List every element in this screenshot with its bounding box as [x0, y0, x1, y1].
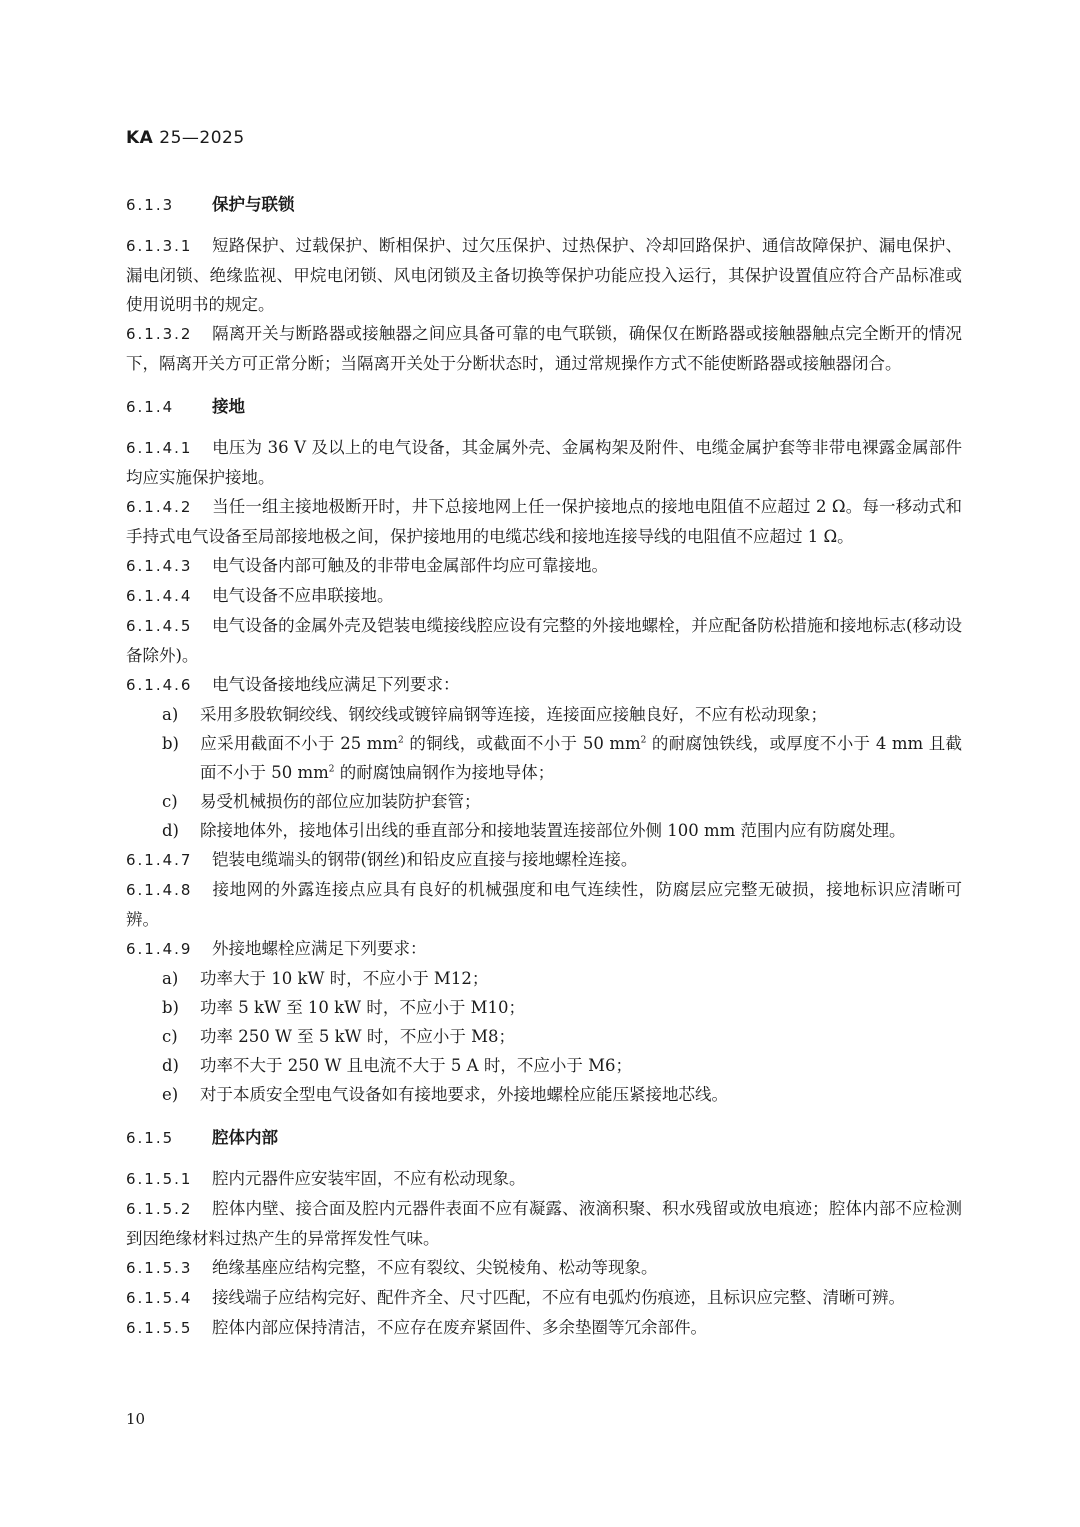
clause-6-1-5-3: 6.1.5.3 绝缘基座应结构完整，不应有裂纹、尖锐棱角、松动等现象。 — [126, 1258, 658, 1277]
clause-6-1-4-3: 6.1.4.3 电气设备内部可触及的非带电金属部件均应可靠接地。 — [126, 556, 608, 575]
clause-6-1-4-7: 6.1.4.7 铠装电缆端头的钢带(钢丝)和铅皮应直接与接地螺栓连接。 — [126, 850, 638, 869]
document-body — [126, 190, 962, 1343]
list-item-6-1-4-6-c: c) 易受机械损伤的部位应加装防护套管； — [162, 792, 481, 811]
clause-6-1-3-1: 6.1.3.1 短路保护、过载保护、断相保护、过欠压保护、过热保护、冷却回路保护、通信故障保护、漏电保护、漏电闭锁、绝缘监视、甲烷电闭锁、风电闭锁及主备切换等保护功能应投入运行，其保护设置值应符合产品标准或使用说明书的规定。 — [126, 236, 962, 314]
list-item-6-1-4-6-d: d) 除接地体外，接地体引出线的垂直部分和接地装置连接部位外侧 100 mm 范围内应有防腐处理。 — [162, 821, 906, 840]
list-item-6-1-4-9-b: b) 功率 5 kW 至 10 kW 时，不应小于 M10； — [162, 998, 526, 1017]
standard-code-number: 25—2025 — [159, 128, 245, 148]
list-item-6-1-4-9-a: a) 功率大于 10 kW 时，不应小于 M12； — [162, 969, 489, 988]
section-heading-6-1-3: 6.1.3 保护与联锁 — [126, 195, 295, 214]
list-item-6-1-4-6-b: b) 应采用截面不小于 25 $mm^2$ 的铜线，或截面不小于 50 $mm^2$ 的耐腐蚀铁线，或厚度不小于 4 mm 且截面不小于 50 $mm^2$ 的耐腐蚀扁钢作为接地导体； — [162, 734, 962, 782]
section-heading-6-1-4: 6.1.4 接地 — [126, 397, 245, 416]
clause-6-1-3-2: 6.1.3.2 隔离开关与断路器或接触器之间应具备可靠的电气联锁，确保仅在断路器或接触器触点完全断开的情况下，隔离开关方可正常分断；当隔离开关处于分断状态时，通过常规操作方式不能使断路器或接触器闭合。 — [126, 324, 962, 373]
clause-6-1-5-1: 6.1.5.1 腔内元器件应安装牢固，不应有松动现象。 — [126, 1169, 526, 1188]
clause-6-1-4-9: 6.1.4.9 外接地螺栓应满足下列要求： — [126, 939, 427, 958]
list-item-6-1-4-9-e: e) 对于本质安全型电气设备如有接地要求，外接地螺栓应能压紧接地芯线。 — [162, 1085, 728, 1104]
page-number: 10 — [126, 1410, 146, 1428]
clause-6-1-5-5: 6.1.5.5 腔体内部应保持清洁，不应存在废弃紧固件、多余垫圈等冗余部件。 — [126, 1318, 707, 1337]
section-heading-6-1-5: 6.1.5 腔体内部 — [126, 1128, 278, 1147]
standard-code — [126, 128, 245, 148]
list-item-6-1-4-9-d: d) 功率不大于 250 W 且电流不大于 5 A 时，不应小于 M6； — [162, 1056, 632, 1075]
clause-6-1-4-2: 6.1.4.2 当任一组主接地极断开时，井下总接地网上任一保护接地点的接地电阻值不应超过 2 Ω。每一移动式和手持式电气设备至局部接地极之间，保护接地用的电缆芯线和接地连接导线的电阻值不应超过 1 Ω。 — [126, 497, 962, 546]
clause-6-1-4-1: 6.1.4.1 电压为 36 V 及以上的电气设备，其金属外壳、金属构架及附件、电缆金属护套等非带电裸露金属部件均应实施保护接地。 — [126, 438, 962, 487]
list-item-6-1-4-6-a: a) 采用多股软铜绞线、钢绞线或镀锌扁钢等连接，连接面应接触良好，不应有松动现象； — [162, 705, 827, 724]
standard-code-prefix: KA — [126, 128, 154, 148]
clause-6-1-4-6: 6.1.4.6 电气设备接地线应满足下列要求： — [126, 675, 460, 694]
list-item-6-1-4-9-c: c) 功率 250 W 至 5 kW 时，不应小于 M8； — [162, 1027, 516, 1046]
clause-6-1-5-2: 6.1.5.2 腔体内壁、接合面及腔内元器件表面不应有凝露、液滴积聚、积水残留或放电痕迹；腔体内部不应检测到因绝缘材料过热产生的异常挥发性气味。 — [126, 1199, 962, 1248]
clause-6-1-4-5: 6.1.4.5 电气设备的金属外壳及铠装电缆接线腔应设有完整的外接地螺栓，并应配备防松措施和接地标志(移动设备除外)。 — [126, 616, 962, 665]
clause-6-1-4-8: 6.1.4.8 接地网的外露连接点应具有良好的机械强度和电气连续性，防腐层应完整无破损，接地标识应清晰可辨。 — [126, 880, 962, 929]
clause-6-1-4-4: 6.1.4.4 电气设备不应串联接地。 — [126, 586, 394, 605]
clause-6-1-5-4: 6.1.5.4 接线端子应结构完好、配件齐全、尺寸匹配，不应有电弧灼伤痕迹，且标识应完整、清晰可辨。 — [126, 1288, 905, 1307]
